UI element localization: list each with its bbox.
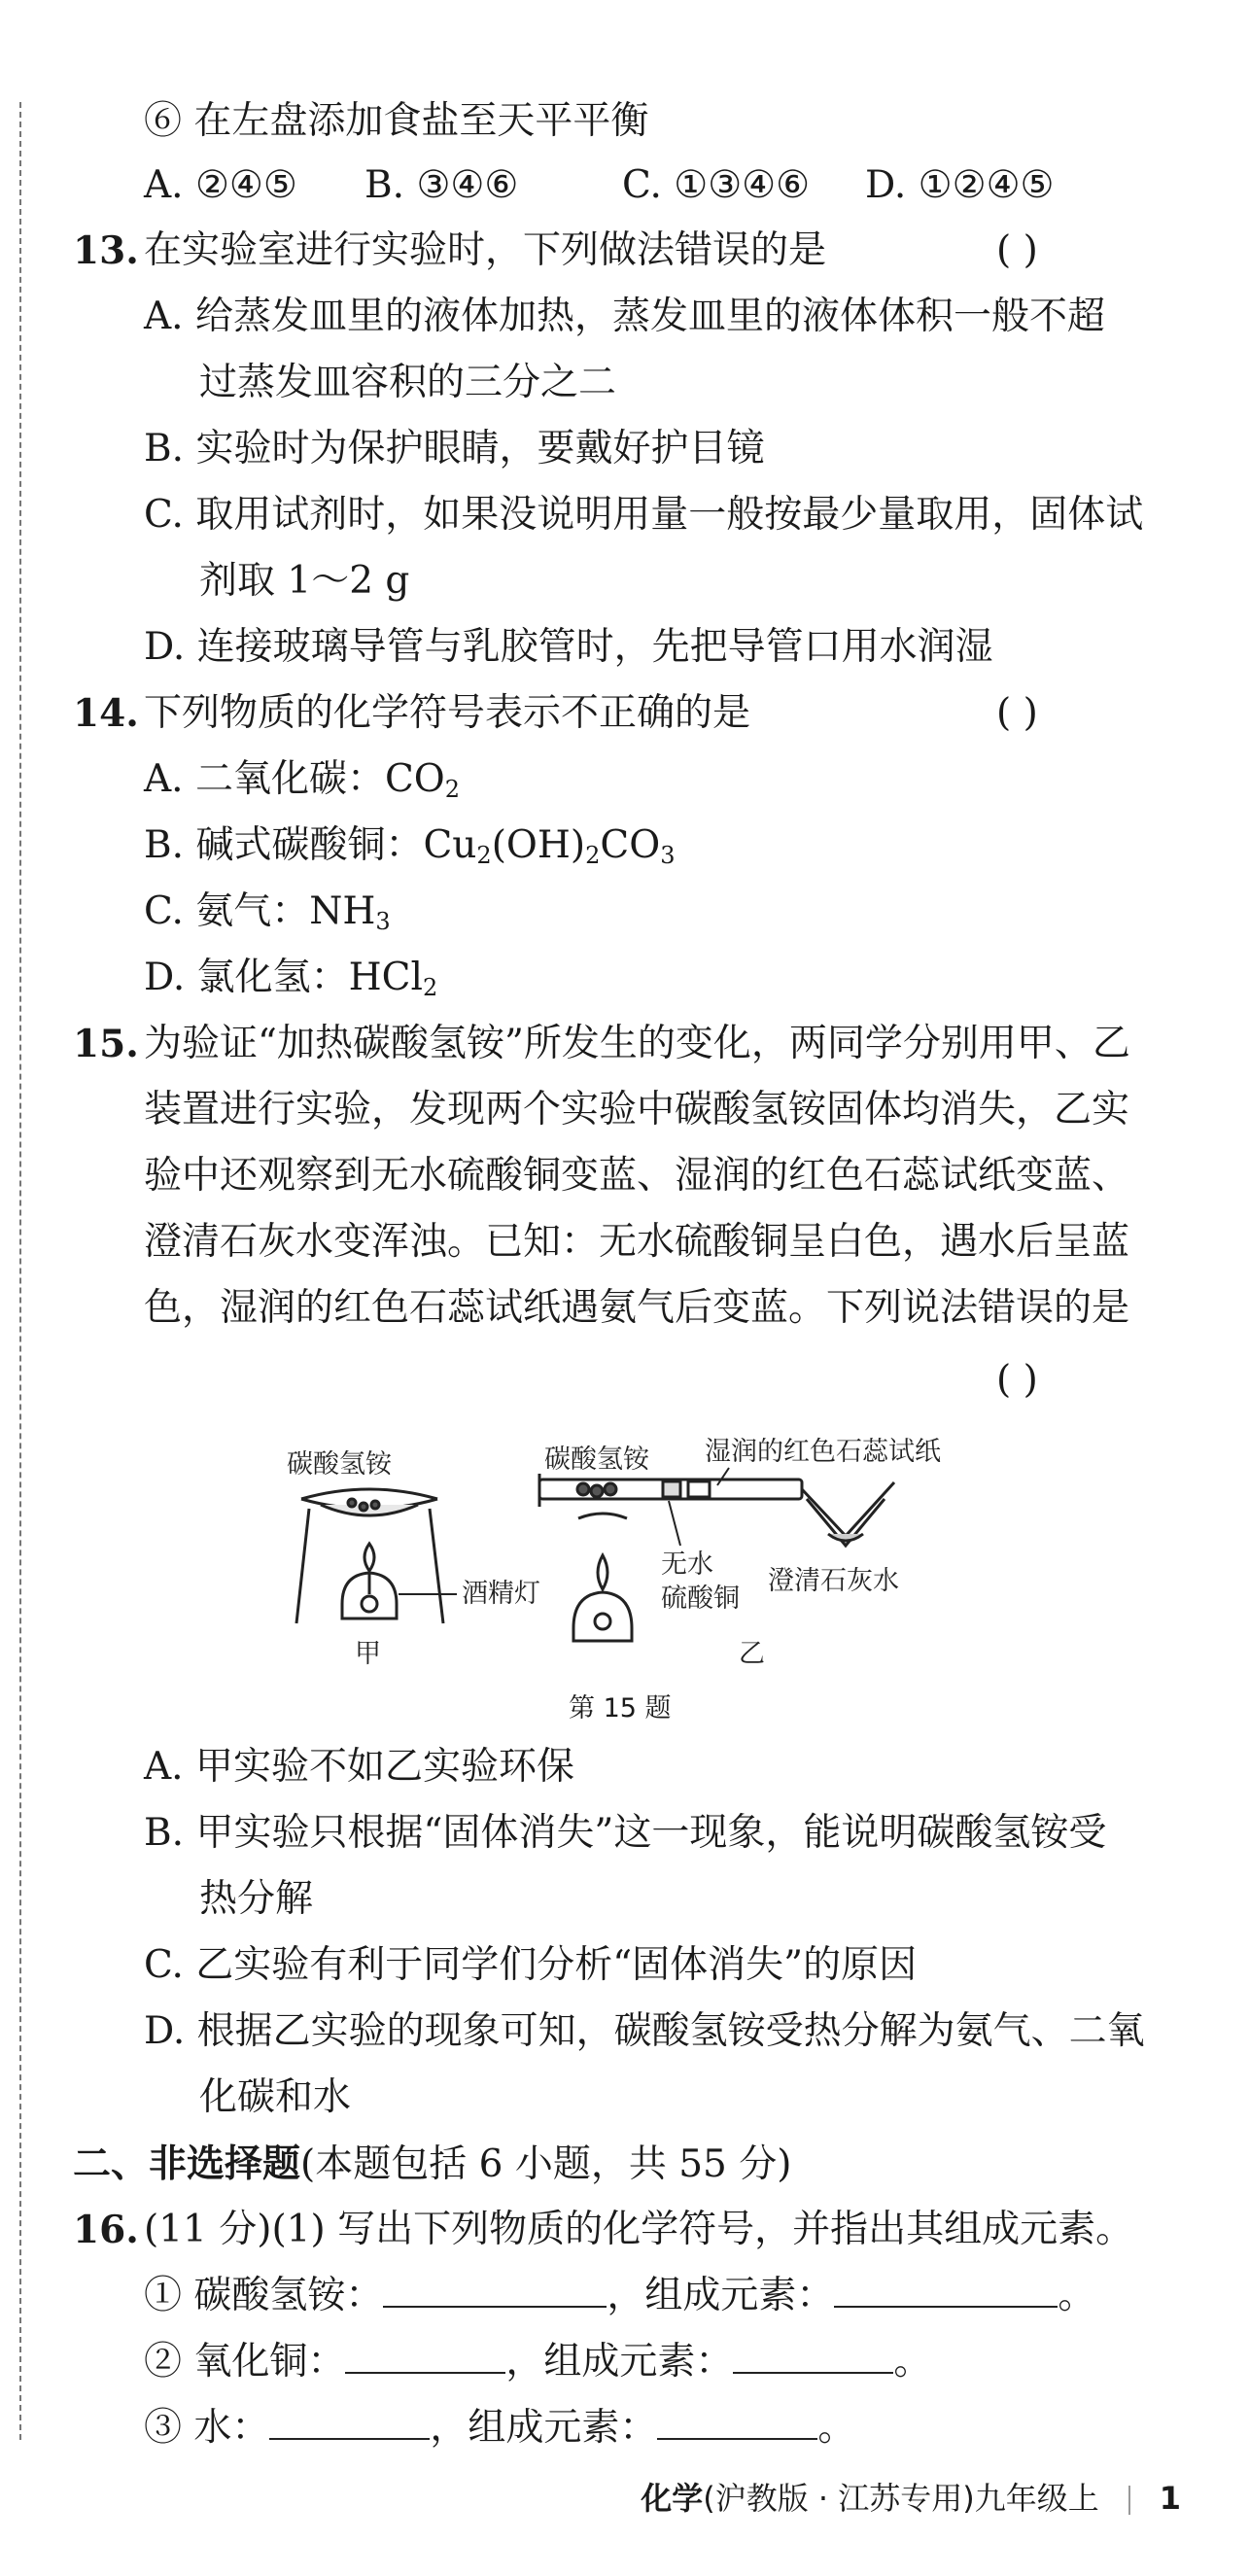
q16-r1-symbol-blank[interactable] <box>383 2277 607 2308</box>
q16-r2-label: ② 氧化铜： <box>144 2340 346 2384</box>
q16-row-1 <box>144 2269 1095 2323</box>
q15-option-a[interactable]: A. 甲实验不如乙实验环保 <box>144 1745 574 1789</box>
apparatus-jia <box>296 1489 443 1623</box>
q16-r1-end: 。 <box>1058 2274 1096 2317</box>
q16-r1-label: ① 碳酸氢铵： <box>144 2274 384 2317</box>
q15-option-d-line1[interactable]: D. 根据乙实验的现象可知，碳酸氢铵受热分解为氨气、二氧 <box>144 2009 1145 2053</box>
q14-b-mid: (OH) <box>491 823 586 867</box>
q16-r3-element-blank[interactable] <box>657 2409 817 2440</box>
q13-option-b[interactable]: B. 实验时为保护眼睛，要戴好护目镜 <box>144 427 765 470</box>
section-2-heading <box>73 2137 791 2192</box>
q15-answer-paren[interactable]: ( ) <box>996 1358 1038 1402</box>
q14-stem: 下列物质的化学符号表示不正确的是 <box>144 691 751 735</box>
q14-number <box>73 686 139 742</box>
q16-r2-element-blank[interactable] <box>733 2343 893 2374</box>
apparatus-yi <box>539 1474 894 1641</box>
q13-num: 13. <box>73 228 139 273</box>
q14-b-text: B. 碱式碳酸铜：Cu <box>144 823 477 867</box>
q13-stem: 在实验室进行实验时，下列做法错误的是 <box>144 228 827 272</box>
jia-name-label: 甲 <box>355 1639 381 1669</box>
q14-option-b[interactable] <box>144 818 676 883</box>
q14-a-sub: 2 <box>444 776 461 803</box>
q12-option-c[interactable]: C. ①③④⑥ <box>622 163 811 207</box>
q14-b-tail: CO <box>600 823 661 867</box>
yi-cuso4-label-1: 无水 <box>661 1549 713 1580</box>
q13-option-d[interactable]: D. 连接玻璃导管与乳胶管时，先把导管口用水润湿 <box>144 625 993 669</box>
yi-cuso4-label-2: 硫酸铜 <box>661 1584 740 1614</box>
q15-apparatus-figure <box>262 1429 1001 1682</box>
q14-b-sub3: 3 <box>660 842 676 869</box>
q14-d-text: D. 氯化氢：HCl <box>144 956 423 999</box>
q15-option-b-line2: 热分解 <box>199 1877 314 1921</box>
q16-row-3 <box>144 2401 855 2455</box>
section-2-note: (本题包括 6 小题，共 55 分) <box>300 2142 792 2186</box>
q15-option-b-line1[interactable]: B. 甲实验只根据“固体消失”这一现象，能说明碳酸氢铵受 <box>144 1811 1107 1855</box>
q13-answer-paren[interactable]: ( ) <box>996 228 1038 272</box>
q15-stem-line4: 澄清石灰水变浑浊。已知：无水硫酸铜呈白色，遇水后呈蓝 <box>144 1220 1130 1264</box>
yi-reagent-label: 碳酸氢铵 <box>544 1445 649 1475</box>
q12-option-b[interactable]: B. ③④⑥ <box>364 163 519 207</box>
q15-stem-line1: 为验证“加热碳酸氢铵”所发生的变化，两同学分别用甲、乙 <box>144 1022 1130 1065</box>
q14-answer-paren[interactable]: ( ) <box>996 691 1038 735</box>
q15-option-c[interactable]: C. 乙实验有利于同学们分析“固体消失”的原因 <box>144 1943 918 1987</box>
q13-option-a-line1[interactable]: A. 给蒸发皿里的液体加热，蒸发皿里的液体体积一般不超 <box>144 295 1105 338</box>
q15-num: 15. <box>73 1022 139 1066</box>
q14-option-a[interactable] <box>144 752 460 817</box>
q12-option-d[interactable]: D. ①②④⑤ <box>865 163 1055 207</box>
q16-r2-symbol-blank[interactable] <box>345 2343 505 2374</box>
page-number: 1 <box>1159 2480 1181 2517</box>
q16-r1-mid: ，组成元素： <box>607 2274 835 2317</box>
page-footer <box>641 2474 1181 2519</box>
q15-stem-line2: 装置进行实验，发现两个实验中碳酸氢铵固体均消失，乙实 <box>144 1088 1130 1131</box>
q14-num: 14. <box>73 691 139 736</box>
q16-stem: (11 分)(1) 写出下列物质的化学符号，并指出其组成元素。 <box>144 2208 1134 2251</box>
q15-stem-line3: 验中还观察到无水硫酸铜变蓝、湿润的红色石蕊试纸变蓝、 <box>144 1154 1130 1198</box>
q16-r2-mid: ，组成元素： <box>505 2340 734 2384</box>
jia-reagent-label: 碳酸氢铵 <box>287 1449 392 1479</box>
q14-d-sub: 2 <box>423 974 438 1001</box>
q14-a-text: A. 二氧化碳：CO <box>144 757 445 801</box>
q16-r3-label: ③ 水： <box>144 2406 270 2450</box>
q14-b-sub1: 2 <box>476 842 492 869</box>
q15-number <box>73 1017 139 1072</box>
yi-name-label: 乙 <box>739 1639 765 1669</box>
q14-b-sub2: 2 <box>585 842 601 869</box>
q12-option-a[interactable]: A. ②④⑤ <box>144 163 297 207</box>
q16-r3-symbol-blank[interactable] <box>269 2409 430 2440</box>
q14-option-c[interactable] <box>144 885 391 949</box>
yi-limewater-label: 澄清石灰水 <box>768 1566 899 1596</box>
q13-option-a-line2: 过蒸发皿容积的三分之二 <box>199 361 617 404</box>
q16-r2-end: 。 <box>893 2340 932 2384</box>
q13-option-c-line2: 剂取 1～2 g <box>199 559 410 603</box>
q13-option-c-line1[interactable]: C. 取用试剂时，如果没说明用量一般按最少量取用，固体试 <box>144 493 1144 537</box>
section-2-title: 二、非选择题 <box>73 2141 301 2186</box>
q12-item-6: ⑥ 在左盘添加食盐至天平平衡 <box>144 99 649 143</box>
yi-paper-leader <box>717 1468 729 1485</box>
q14-option-d[interactable] <box>144 951 437 1015</box>
q16-num: 16. <box>73 2208 139 2252</box>
jia-lamp-label: 酒精灯 <box>462 1579 540 1609</box>
q14-c-sub: 3 <box>375 908 391 935</box>
yi-paper-label: 湿润的红色石蕊试纸 <box>705 1437 941 1467</box>
q15-option-d-line2: 化碳和水 <box>199 2075 352 2119</box>
q13-number <box>73 224 139 279</box>
footer-edition: (沪教版 · 江苏专用)九年级上 <box>703 2480 1099 2517</box>
q16-row-2 <box>144 2335 931 2389</box>
q16-r3-end: 。 <box>817 2406 856 2450</box>
q15-figure-caption: 第 15 题 <box>569 1693 672 1723</box>
footer-divider <box>1128 2486 1130 2515</box>
footer-subject: 化学 <box>641 2480 704 2517</box>
q16-r1-element-blank[interactable] <box>834 2277 1058 2308</box>
q14-c-text: C. 氨气：NH <box>144 889 376 933</box>
yi-cuso4-leader <box>669 1501 680 1546</box>
q16-number <box>73 2203 139 2258</box>
q16-r3-mid: ，组成元素： <box>430 2406 658 2450</box>
binding-margin-line <box>19 102 21 2440</box>
q15-stem-line5: 色，湿润的红色石蕊试纸遇氨气后变蓝。下列说法错误的是 <box>144 1286 1130 1330</box>
